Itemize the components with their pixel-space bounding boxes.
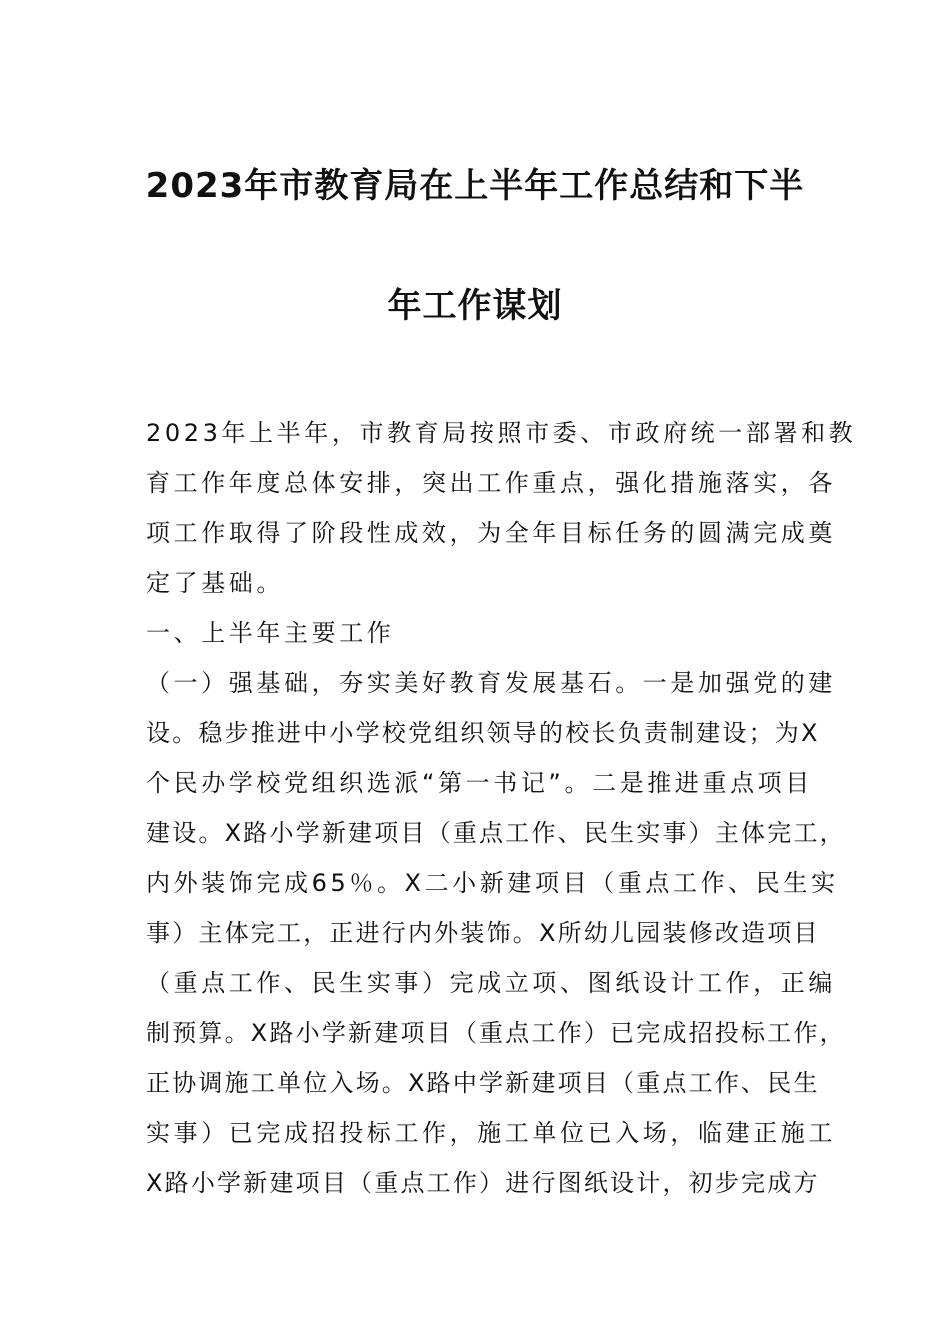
body-line: 定了基础。 [146, 569, 284, 597]
document-title-line-1: 2023年市教育局在上半年工作总结和下半 [145, 166, 805, 206]
body-line: 建设。X路小学新建项目（重点工作、民生实事）主体完工， [146, 819, 846, 847]
body-line: X路小学新建项目（重点工作）进行图纸设计，初步完成方 [146, 1169, 820, 1197]
body-line: 事）主体完工，正进行内外装饰。X所幼儿园装修改造项目 [146, 919, 820, 947]
section-heading: 一、上半年主要工作 [146, 619, 395, 647]
body-line: 个民办学校党组织选派“第一书记”。二是推进重点项目 [146, 769, 813, 797]
body-line: 正协调施工单位入场。X路中学新建项目（重点工作、民生 [146, 1069, 820, 1097]
body-line: 项工作取得了阶段性成效，为全年目标任务的圆满完成奠 [146, 519, 836, 547]
body-line: 2023年上半年，市教育局按照市委、市政府统一部署和教 [146, 419, 857, 447]
body-line: 育工作年度总体安排，突出工作重点，强化措施落实，各 [146, 469, 836, 497]
body-line: 制预算。X路小学新建项目（重点工作）已完成招投标工作， [146, 1019, 846, 1047]
body-line: 内外装饰完成65％。X二小新建项目（重点工作、民生实 [146, 869, 839, 897]
body-line: 设。稳步推进中小学校党组织领导的校长负责制建设；为X [146, 719, 820, 747]
body-line: （重点工作、民生实事）完成立项、图纸设计工作，正编 [146, 969, 836, 997]
body-line: 实事）已完成招投标工作，施工单位已入场，临建正施工 [146, 1119, 836, 1147]
document-title-line-2: 年工作谋划 [387, 286, 563, 326]
body-line: （一）强基础，夯实美好教育发展基石。一是加强党的建 [146, 669, 836, 697]
document-body [146, 408, 857, 1208]
